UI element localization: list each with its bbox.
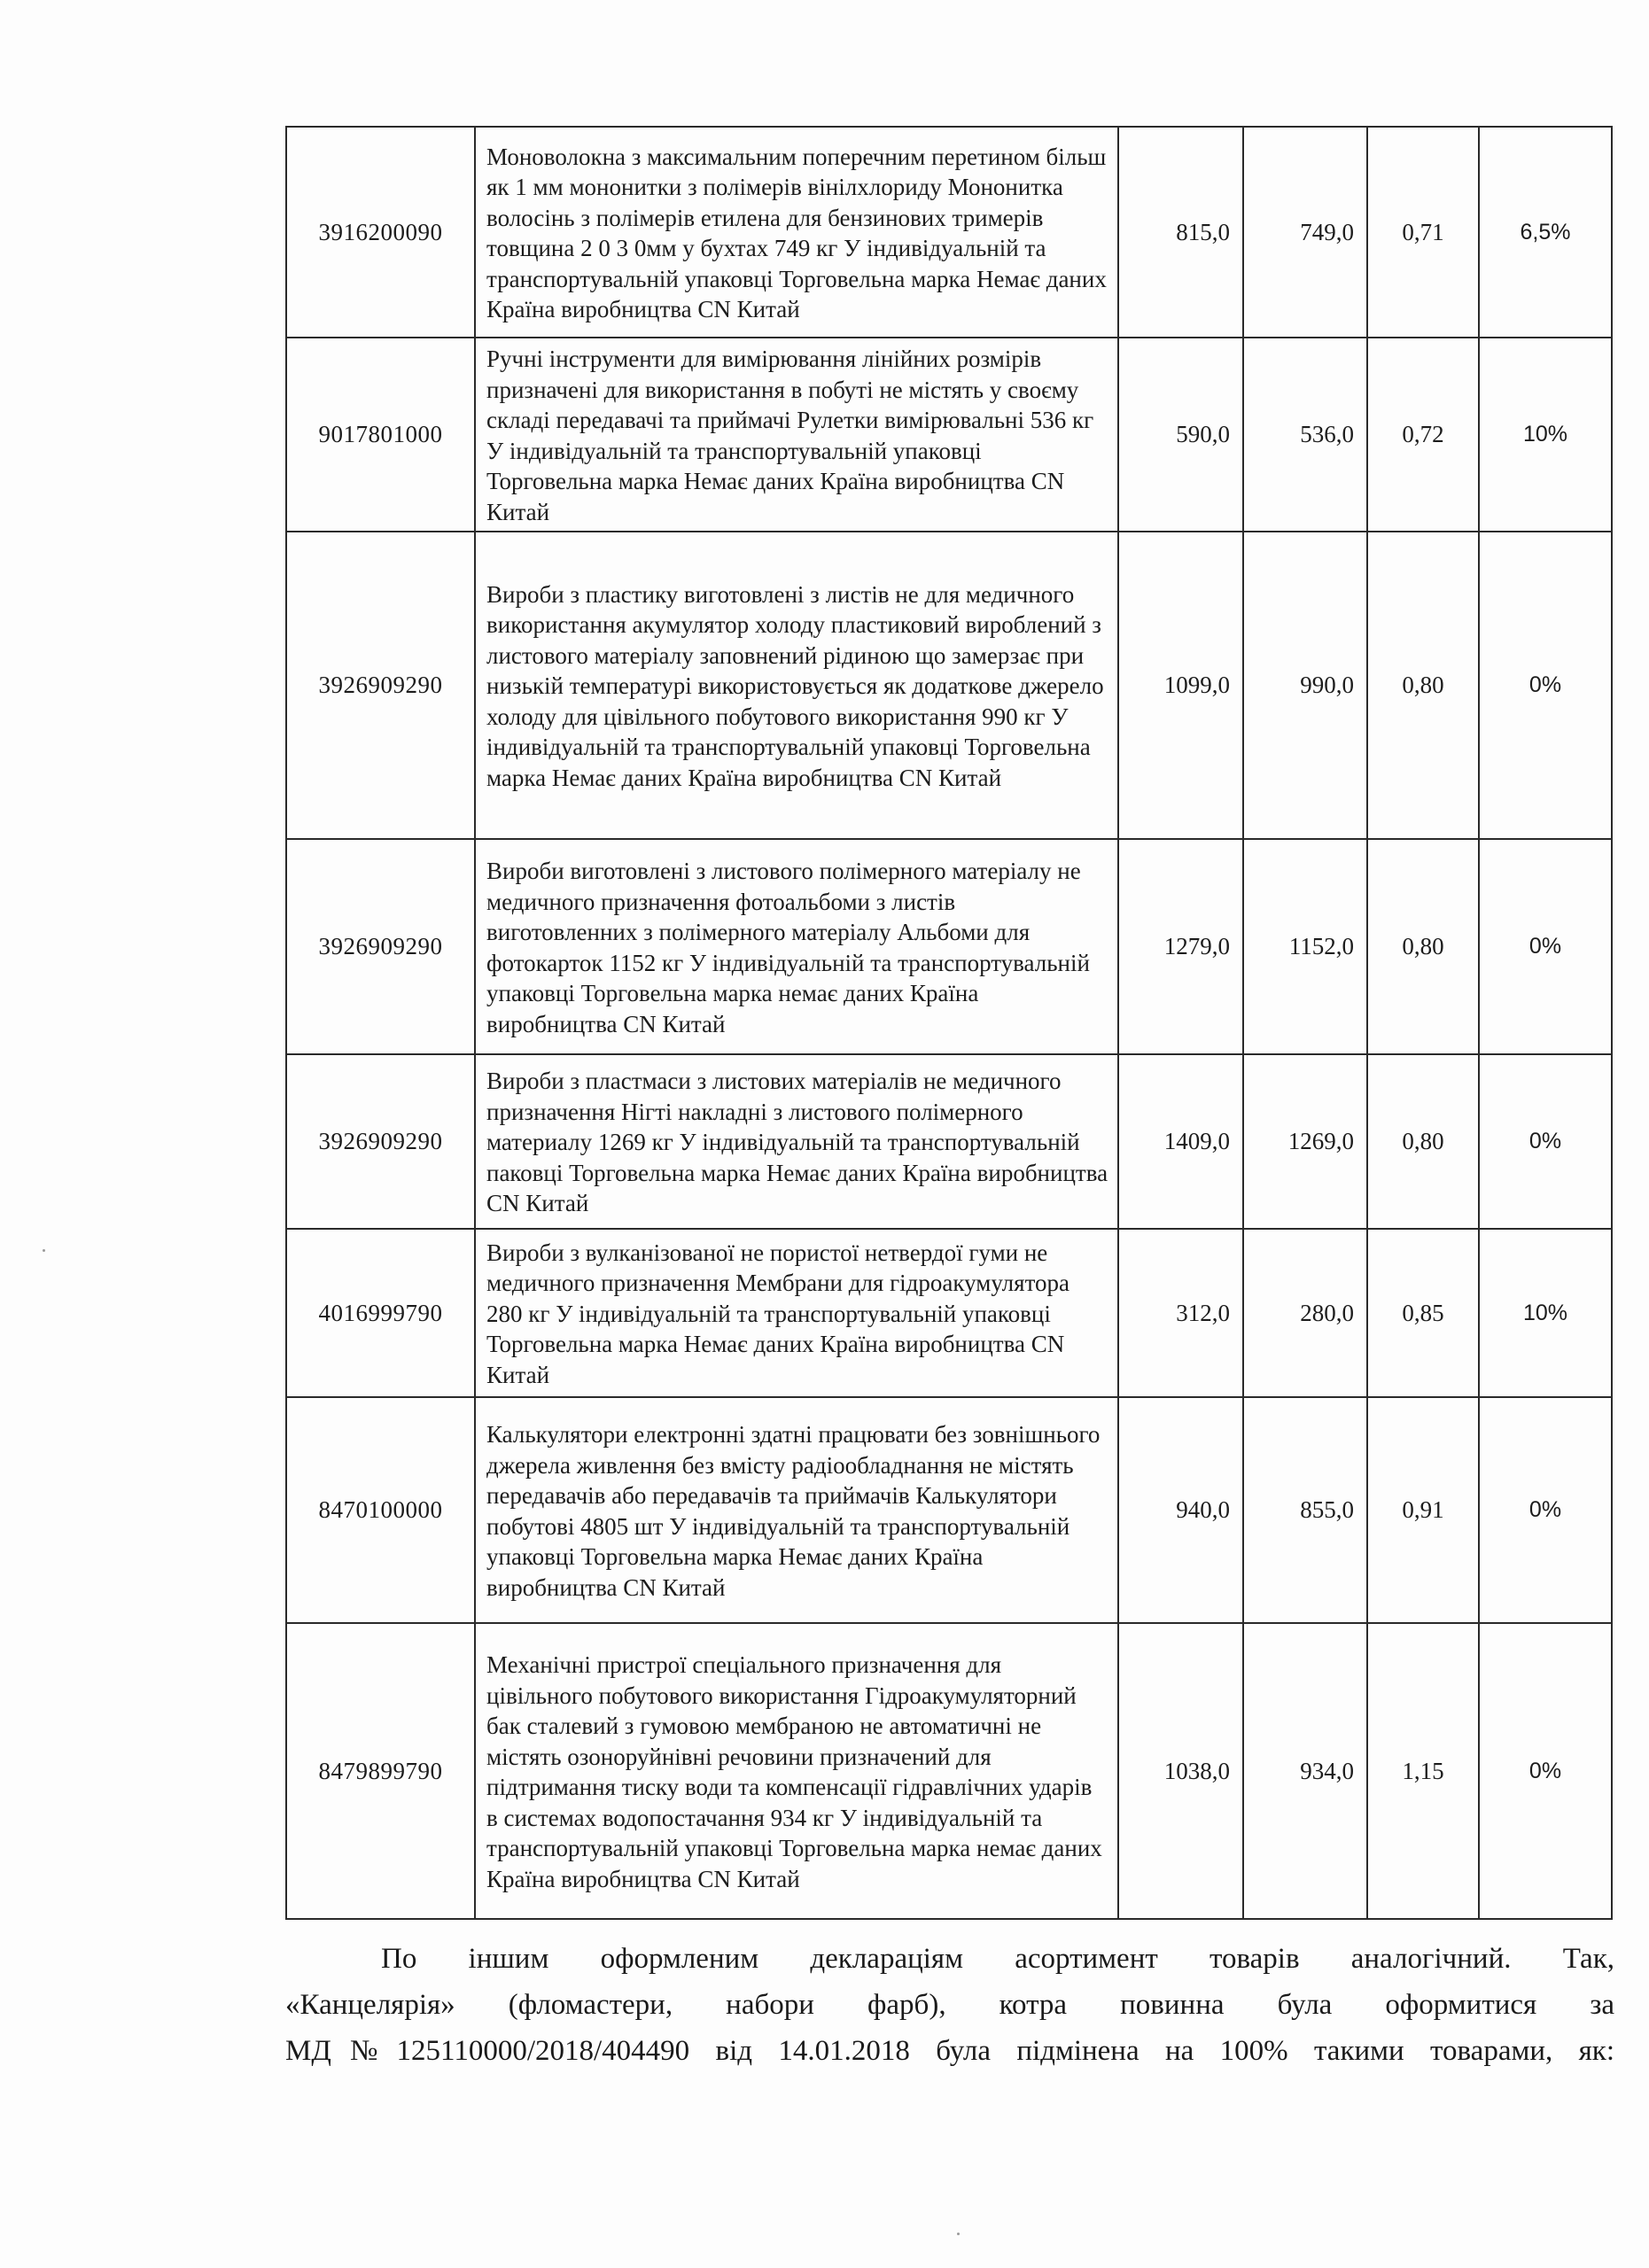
table-row: [286, 1397, 1612, 1623]
duty-rate-cell: 0%: [1479, 1397, 1612, 1623]
net-weight-cell: 990,0: [1243, 532, 1367, 839]
table-row: [286, 338, 1612, 532]
table-row: [286, 839, 1612, 1054]
price-cell: 0,72: [1367, 338, 1479, 532]
gross-weight-cell: 1409,0: [1118, 1054, 1243, 1229]
scan-speck: [43, 1249, 45, 1252]
net-weight-cell: 280,0: [1243, 1229, 1367, 1397]
gross-weight-cell: 1038,0: [1118, 1623, 1243, 1919]
gross-weight-cell: 1099,0: [1118, 532, 1243, 839]
goods-table: [285, 126, 1613, 1920]
duty-rate-cell: 6,5%: [1479, 127, 1612, 338]
table-row: [286, 1054, 1612, 1229]
duty-rate-cell: 10%: [1479, 1229, 1612, 1397]
price-cell: 0,71: [1367, 127, 1479, 338]
price-cell: 0,85: [1367, 1229, 1479, 1397]
gross-weight-cell: 1279,0: [1118, 839, 1243, 1054]
net-weight-cell: 934,0: [1243, 1623, 1367, 1919]
net-weight-cell: 1269,0: [1243, 1054, 1367, 1229]
duty-rate-cell: 0%: [1479, 839, 1612, 1054]
price-cell: 0,80: [1367, 839, 1479, 1054]
hs-code-cell: 3916200090: [286, 127, 475, 338]
net-weight-cell: 536,0: [1243, 338, 1367, 532]
description-cell: Вироби з пластмаси з листових матеріалів не медичного призначення Нігті накладні з листового полімерного материалу 1269 кг У індивідуальній та транспортувальній паковці Торговельна марка Немає даних Країна виробництва CN Китай: [475, 1054, 1118, 1229]
paragraph-line: «Канцелярія» (фломастери, набори фарб), котра повинна була оформитися за: [285, 1989, 1614, 2021]
hs-code-cell: 4016999790: [286, 1229, 475, 1397]
description-cell: Калькулятори електронні здатні працювати без зовнішнього джерела живлення без вмісту радіообладнання не містять передавачів або передавачів та приймачів Калькулятори побутові 4805 шт У індивідуальній та транспортувальній упаковці Торговельна марка Немає даних Країна виробництва CN Китай: [475, 1397, 1118, 1623]
hs-code-cell: 3926909290: [286, 1054, 475, 1229]
net-weight-cell: 855,0: [1243, 1397, 1367, 1623]
hs-code-cell: 9017801000: [286, 338, 475, 532]
table-row: [286, 127, 1612, 338]
table-row: [286, 1229, 1612, 1397]
table-row: [286, 532, 1612, 839]
net-weight-cell: 1152,0: [1243, 839, 1367, 1054]
gross-weight-cell: 815,0: [1118, 127, 1243, 338]
table-row: [286, 1623, 1612, 1919]
price-cell: 0,80: [1367, 1054, 1479, 1229]
hs-code-cell: 3926909290: [286, 839, 475, 1054]
scan-speck: [957, 2233, 960, 2235]
description-cell: Вироби з пластику виготовлені з листів не для медичного використання акумулятор холоду пластиковий вироблений з листового матеріалу заповнений рідиною що замерзає при низькій температурі використовується як додаткове джерело холоду для цівільного побутового використання 990 кг У індивідуальній та транспортувальній упаковці Торговельна марка Немає даних Країна виробництва CN Китай: [475, 532, 1118, 839]
duty-rate-cell: 0%: [1479, 1623, 1612, 1919]
description-cell: Вироби виготовлені з листового полімерного матеріалу не медичного призначення фотоальбоми з листів виготовленних з полімерного матеріалу Альбоми для фотокарток 1152 кг У індивідуальній та транспортувальній упаковці Торговельна марка немає даних Країна виробництва CN Китай: [475, 839, 1118, 1054]
price-cell: 1,15: [1367, 1623, 1479, 1919]
price-cell: 0,91: [1367, 1397, 1479, 1623]
gross-weight-cell: 312,0: [1118, 1229, 1243, 1397]
description-cell: Моноволокна з максимальним поперечним перетином більш як 1 мм мононитки з полімерів вінілхлориду Мононитка волосінь з полімерів етилена для бензинових тримерів товщина 2 0 3 0мм у бухтах 749 кг У індивідуальній та транспортувальній упаковці Торговельна марка Немає даних Країна виробництва CN Китай: [475, 127, 1118, 338]
paragraph-line: По іншим оформленим деклараціям асортимент товарів аналогічний. Так,: [381, 1943, 1614, 1975]
goods-table-body: [286, 127, 1612, 1919]
description-cell: Вироби з вулканізованої не пористої нетвердої гуми не медичного призначення Мембрани для гідроакумулятора 280 кг У індивідуальній та транспортувальній упаковці Торговельна марка Немає даних Країна виробництва CN Китай: [475, 1229, 1118, 1397]
description-cell: Механічні пристрої спеціального призначення для цівільного побутового використання Гідроакумуляторний бак сталевий з гумовою мембраною не автоматичні не містять озоноруйнівні речовини призначений для підтримання тиску води та компенсації гідравлічних ударів в системах водопостачання 934 кг У індивідуальній та транспортувальній упаковці Торговельна марка немає даних Країна виробництва CN Китай: [475, 1623, 1118, 1919]
hs-code-cell: 3926909290: [286, 532, 475, 839]
net-weight-cell: 749,0: [1243, 127, 1367, 338]
duty-rate-cell: 0%: [1479, 1054, 1612, 1229]
duty-rate-cell: 10%: [1479, 338, 1612, 532]
gross-weight-cell: 590,0: [1118, 338, 1243, 532]
hs-code-cell: 8470100000: [286, 1397, 475, 1623]
gross-weight-cell: 940,0: [1118, 1397, 1243, 1623]
hs-code-cell: 8479899790: [286, 1623, 475, 1919]
duty-rate-cell: 0%: [1479, 532, 1612, 839]
body-paragraph: [285, 1936, 1614, 2074]
paragraph-line: МД№125110000/2018/404490 від 14.01.2018 була підмінена на 100% такими товарами, як:: [285, 2035, 1614, 2067]
price-cell: 0,80: [1367, 532, 1479, 839]
description-cell: Ручні інструменти для вимірювання лінійних розмірів призначені для використання в побуті не містять у своєму складі передавачі та приймачі Рулетки вимірювальні 536 кг У індивідуальній та транспортувальній упаковці Торговельна марка Немає даних Країна виробництва CN Китай: [475, 338, 1118, 532]
